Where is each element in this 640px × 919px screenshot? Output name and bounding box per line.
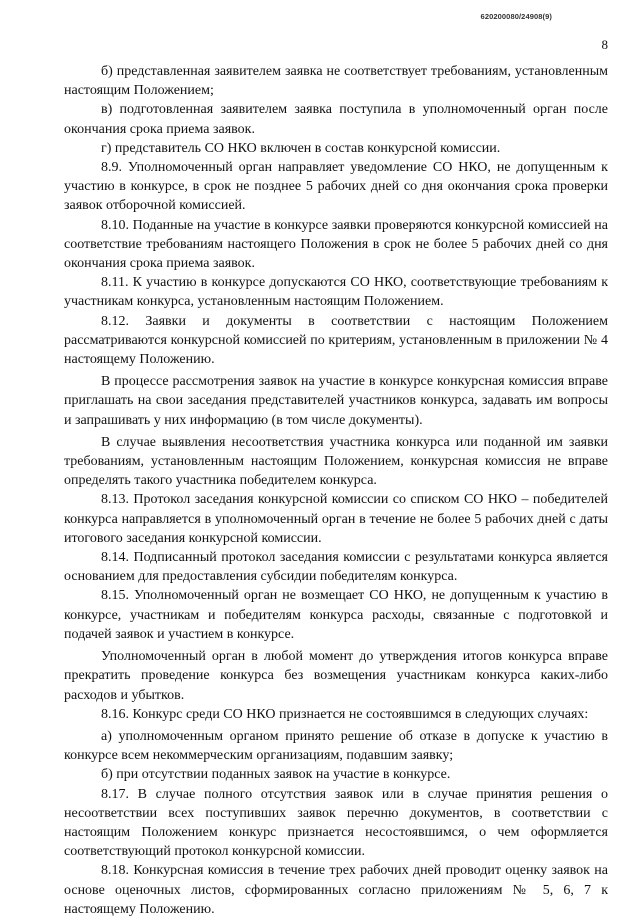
paragraph-8-9: 8.9. Уполномоченный орган направляет уведомление СО НКО, не допущенным к участию в конкурсе, в срок не позднее 5 рабочих дней со дня окончания срока проверки заявок отборочной комиссией. <box>64 160 608 214</box>
document-id: 620200080/24908(9) <box>480 12 552 21</box>
paragraph-b-2: б) при отсутствии поданных заявок на участие в конкурсе. <box>101 767 451 783</box>
paragraph-v: в) подготовленная заявителем заявка поступила в уполномоченный орган после окончания срока приема заявок. <box>64 102 608 137</box>
paragraph-b: б) представленная заявителем заявка не соответствует требованиям, установленным настоящим Положением; <box>64 64 608 99</box>
paragraph-8-12: 8.12. Заявки и документы в соответствии с настоящим Положением рассматриваются конкурсной комиссией по критериям, установленным в приложении № 4 настоящему Положению. <box>64 313 608 368</box>
paragraph-8-16: 8.16. Конкурс среди СО НКО признается не состоявшимся в следующих случаях: <box>101 706 589 722</box>
paragraph-8-14: 8.14. Подписанный протокол заседания комиссии с результатами конкурса является основанием для предоставления субсидии победителям конкурса. <box>64 550 608 585</box>
paragraph-g: г) представитель СО НКО включен в состав конкурсной комиссии. <box>101 140 501 156</box>
paragraph-8-11: 8.11. К участию в конкурсе допускаются СО НКО, соответствующие требованиям к участникам конкурса, установленным настоящим Положением. <box>64 275 608 310</box>
paragraph-8-18: 8.18. Конкурсная комиссия в течение трех рабочих дней проводит оценку заявок на основе оценочных листов, сформированных согласно приложениям № 5, 6, 7 к настоящему Положению. <box>64 863 608 917</box>
paragraph-review-process: В процессе рассмотрения заявок на участие в конкурсе конкурсная комиссия вправе приглашать на свои заседания представителей участников конкурса, задавать им вопросы и запрашивать у них информацию (в том числе документы). <box>64 374 608 428</box>
paragraph-8-10: 8.10. Поданные на участие в конкурсе заявки проверяются конкурсной комиссией на соответствие требованиям настоящего Положения в срок не более 5 рабочих дней со дня окончания срока приема заявок. <box>64 217 608 272</box>
document-body <box>64 62 608 919</box>
paragraph-8-13: 8.13. Протокол заседания конкурсной комиссии со списком СО НКО – победителей конкурса направляется в уполномоченный орган в течение не более 5 рабочих дней с даты итогового заседания конкурсной комиссии. <box>64 492 608 546</box>
paragraph-termination: Уполномоченный орган в любой момент до утверждения итогов конкурса вправе прекратить проведение конкурса без возмещения участникам конкурса каких-либо расходов и убытков. <box>64 649 608 703</box>
paragraph-nonconformity: В случае выявления несоответствия участника конкурса или поданной им заявки требованиям, установленным настоящим Положением, конкурсная комиссия не вправе определять такого участника победителем конкурса. <box>64 434 608 489</box>
paragraph-a: а) уполномоченным органом принято решение об отказе в допуске к участию в конкурсе всем некоммерческим организациям, подавшим заявку; <box>64 728 608 764</box>
page-number: 8 <box>601 37 608 52</box>
paragraph-8-17: 8.17. В случае полного отсутствия заявок или в случае принятия решения о несоответствии всех поступивших заявок перечню документов, в соответствии с настоящим Положением конкурс признается несостоявшимся, о чем оформляется соответствующий протокол конкурсной комиссии. <box>64 786 608 860</box>
paragraph-8-15: 8.15. Уполномоченный орган не возмещает СО НКО, не допущенным к участию в конкурсе, участникам и победителям конкурса расходы, связанные с подготовкой и подачей заявок и участием в конкурсе. <box>64 588 608 642</box>
